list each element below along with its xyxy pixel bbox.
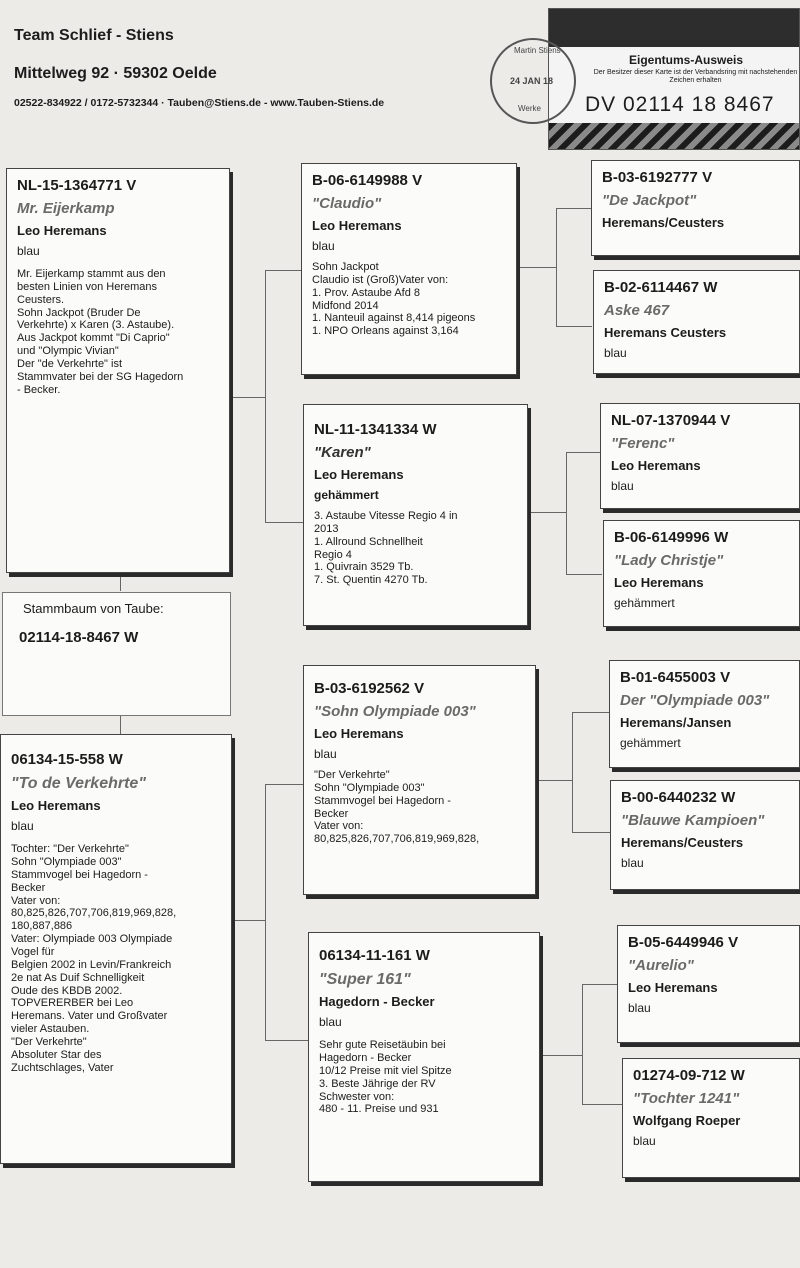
ownership-card-number: DV 02114 18 8467 — [585, 93, 775, 116]
stamp-line2: Werke — [518, 104, 541, 113]
note-line: 1. Quivrain 3529 Tb. — [314, 561, 414, 574]
subject-card — [2, 592, 231, 716]
note-line: Sohn Jackpot — [312, 260, 379, 273]
note-line: und "Olympic Vivian" — [17, 345, 119, 358]
connector — [556, 208, 592, 209]
pigeon-name: "Super 161" — [319, 971, 411, 988]
pigeon-card-ggp — [591, 160, 800, 256]
connector — [572, 712, 610, 713]
breeder: Hagedorn - Becker — [319, 994, 435, 1010]
stamp-date: 24 JAN 18 — [510, 76, 554, 86]
pigeon-name: "Claudio" — [312, 195, 382, 212]
stamp-line1: Martin Stiens — [514, 46, 561, 55]
plumage-color: blau — [633, 1133, 656, 1148]
plumage-color: gehämmert — [314, 487, 379, 502]
breeder: Heremans/Ceusters — [602, 215, 725, 230]
pigeon-name: Der "Olympiade 003" — [620, 692, 770, 709]
pigeon-card-ggp — [610, 780, 800, 890]
note-line: "Der Verkehrte" — [314, 768, 390, 781]
ring-number: B-06-6149996 W — [614, 529, 729, 546]
connector — [582, 1104, 622, 1105]
connector — [120, 573, 121, 591]
breeder: Wolfgang Roeper — [633, 1113, 741, 1128]
pigeon-card-ggp — [622, 1058, 800, 1178]
note-line: Claudio ist (Groß)Vater von: — [312, 273, 449, 286]
breeder: Heremans/Ceusters — [621, 835, 744, 850]
pigeon-card-dam-dam — [308, 932, 540, 1182]
plumage-color: blau — [611, 478, 634, 493]
pigeon-notes — [312, 261, 506, 338]
pigeon-card-ggp — [593, 270, 800, 374]
note-line: Stammvater bei der SG Hagedorn — [17, 370, 184, 383]
note-line: Der "de Verkehrte" ist — [17, 358, 123, 370]
plumage-color: gehämmert — [620, 735, 681, 750]
pigeon-name: "De Jackpot" — [602, 192, 697, 209]
ring-number: 06134-15-558 W — [11, 751, 123, 768]
note-line: Stammvogel bei Hagedorn - — [11, 868, 148, 881]
note-line: Vater von: — [11, 894, 61, 907]
plumage-color: blau — [11, 818, 34, 833]
note-line: Schwester von: — [319, 1090, 395, 1103]
note-line: Sohn "Olympiade 003" — [11, 856, 122, 869]
note-line: Heremans. Vater und Großvater — [11, 1010, 168, 1023]
connector — [265, 522, 303, 523]
ring-number: B-03-6192777 V — [602, 169, 713, 186]
pigeon-notes — [314, 510, 517, 587]
pigeon-card-sire-dam — [303, 404, 528, 626]
note-line: Aus Jackpot kommt "Di Caprio" — [17, 332, 170, 345]
ownership-card-stripe — [549, 123, 800, 150]
note-line: 2013 — [314, 522, 339, 535]
ring-number: 06134-11-161 W — [319, 947, 430, 964]
plumage-color: gehämmert — [614, 595, 675, 610]
pigeon-card-dam-sire — [303, 665, 536, 895]
note-line: besten Linien von Heremans — [17, 280, 158, 293]
plumage-color: blau — [17, 243, 40, 258]
ownership-card-title: Eigentums-Ausweis — [629, 53, 744, 67]
connector — [120, 715, 121, 735]
breeder: Leo Heremans — [614, 575, 704, 590]
pigeon-name: "Tochter 1241" — [633, 1090, 740, 1107]
connector — [517, 267, 556, 268]
connector — [556, 208, 557, 326]
note-line: Sehr gute Reisetäubin bei — [319, 1039, 446, 1052]
breeder: Leo Heremans — [17, 223, 107, 238]
team-name: Team Schlief - Stiens — [14, 27, 174, 44]
ownership-card-logo — [549, 9, 800, 47]
connector — [265, 784, 266, 1040]
plumage-color: blau — [312, 238, 335, 253]
note-line: 3. Astaube Vitesse Regio 4 in — [314, 509, 458, 522]
note-line: 1. Nanteuil against 8,414 pigeons — [312, 312, 476, 325]
note-line: Mr. Eijerkamp stammt aus den — [17, 267, 166, 280]
plumage-color: blau — [319, 1014, 342, 1029]
pigeon-notes — [319, 1039, 529, 1116]
ring-number: NL-15-1364771 V — [17, 177, 137, 194]
note-line: Midfond 2014 — [312, 299, 379, 312]
pigeon-name: "To de Verkehrte" — [11, 775, 146, 792]
note-line: 480 - 11. Preise und 931 — [319, 1103, 439, 1116]
connector — [229, 397, 265, 398]
breeder: Leo Heremans — [314, 726, 404, 741]
connector — [536, 780, 572, 781]
pigeon-notes — [314, 769, 525, 846]
pigeon-card-ggp — [603, 520, 800, 627]
pigeon-name: "Sohn Olympiade 003" — [314, 703, 476, 720]
ring-number: B-00-6440232 W — [621, 789, 736, 806]
note-line: 1. NPO Orleans against 3,164 — [312, 325, 459, 338]
ring-number: NL-07-1370944 V — [611, 412, 731, 429]
note-line: 10/12 Preise mit viel Spitze — [319, 1064, 452, 1077]
breeder: Leo Heremans — [628, 980, 718, 995]
note-line: Vater: Olympiade 003 Olympiade — [11, 933, 173, 946]
pigeon-name: "Aurelio" — [628, 957, 694, 974]
pigeon-card-sire-sire — [301, 163, 517, 375]
date-stamp — [490, 38, 576, 124]
ring-number: 01274-09-712 W — [633, 1067, 745, 1084]
note-line: Oude des KBDB 2002. — [11, 984, 123, 997]
connector — [265, 270, 301, 271]
connector — [572, 832, 610, 833]
breeder: Leo Heremans — [611, 458, 701, 473]
pigeon-notes — [11, 843, 221, 1074]
note-line: 2e nat As Duif Schnelligkeit — [11, 971, 145, 984]
connector — [265, 784, 303, 785]
ring-number: NL-11-1341334 W — [314, 421, 437, 438]
connector — [265, 1040, 308, 1041]
connector — [556, 326, 592, 327]
ownership-card-subtitle: Der Besitzer dieser Karte ist der Verbandsring mit nachstehenden Zeichen erhalten — [593, 69, 798, 85]
note-line: TOPVERERBER bei Leo — [11, 997, 134, 1010]
breeder: Leo Heremans — [314, 467, 404, 482]
ring-number: B-01-6455003 V — [620, 669, 731, 686]
connector — [540, 1055, 582, 1056]
note-line: Vogel für — [11, 946, 55, 959]
connector — [566, 574, 602, 575]
ring-number: B-05-6449946 V — [628, 934, 739, 951]
pigeon-name: "Blauwe Kampioen" — [621, 812, 765, 829]
connector — [582, 984, 618, 985]
pigeon-name: "Karen" — [314, 444, 371, 461]
ring-number: B-02-6114467 W — [604, 279, 718, 296]
plumage-color: blau — [314, 746, 337, 761]
contact-line: 02522-834922 / 0172-5732344 · Tauben@Stiens.de - www.Tauben-Stiens.de — [14, 97, 385, 109]
address: Mittelweg 92 · 59302 Oelde — [14, 65, 217, 82]
note-line: 1. Allround Schnellheit — [314, 535, 423, 548]
connector — [230, 920, 265, 921]
note-line: Vater von: — [314, 820, 364, 833]
ring-number: B-06-6149988 V — [312, 172, 423, 189]
pigeon-name: Mr. Eijerkamp — [17, 200, 115, 217]
connector — [566, 452, 602, 453]
connector — [582, 984, 583, 1104]
note-line: Verkehrte) x Karen (3. Astaube). — [17, 319, 175, 332]
note-line: "Der Verkehrte" — [11, 1036, 87, 1049]
note-line: 3. Beste Jährige der RV — [319, 1077, 436, 1090]
note-line: - Becker. — [17, 383, 61, 396]
connector — [566, 452, 567, 574]
pigeon-card-dam — [0, 734, 232, 1164]
note-line: Zuchtschlages, Vater — [11, 1061, 114, 1074]
pigeon-name: "Lady Christje" — [614, 552, 724, 569]
note-line: Regio 4 — [314, 548, 352, 561]
note-line: Becker — [314, 807, 349, 820]
subject-ring-number: 02114-18-8467 W — [19, 628, 139, 646]
note-line: Belgien 2002 in Levin/Frankreich — [11, 958, 172, 971]
note-line: 80,825,826,707,706,819,969,828, — [11, 907, 177, 920]
note-line: 80,825,826,707,706,819,969,828, — [314, 833, 480, 846]
note-line: vieler Astauben. — [11, 1023, 90, 1036]
pigeon-card-ggp — [617, 925, 800, 1043]
pigeon-name: "Ferenc" — [611, 435, 675, 452]
breeder: Leo Heremans — [11, 798, 101, 814]
note-line: Sohn Jackpot (Bruder De — [17, 306, 141, 319]
connector — [528, 512, 566, 513]
note-line: Tochter: "Der Verkehrte" — [11, 843, 129, 856]
pigeon-notes — [17, 268, 219, 397]
plumage-color: blau — [604, 345, 627, 360]
note-line: 1. Prov. Astaube Afd 8 — [312, 286, 421, 299]
note-line: Ceusters. — [17, 293, 65, 306]
breeder: Heremans/Jansen — [620, 715, 732, 730]
pigeon-card-ggp — [600, 403, 800, 509]
breeder: Heremans Ceusters — [604, 325, 727, 340]
plumage-color: blau — [621, 855, 644, 870]
note-line: Sohn "Olympiade 003" — [314, 781, 425, 794]
note-line: Stammvogel bei Hagedorn - — [314, 794, 451, 807]
note-line: Hagedorn - Becker — [319, 1052, 412, 1065]
pigeon-card-ggp — [609, 660, 800, 768]
connector — [572, 712, 573, 832]
note-line: Becker — [11, 881, 46, 894]
ring-number: B-03-6192562 V — [314, 680, 425, 697]
subject-label: Stammbaum von Taube: — [23, 601, 164, 616]
breeder: Leo Heremans — [312, 218, 402, 233]
ownership-card — [548, 8, 800, 150]
pigeon-name: Aske 467 — [604, 302, 670, 319]
note-line: 180,887,886 — [11, 920, 73, 933]
plumage-color: blau — [628, 1000, 651, 1015]
connector — [265, 270, 266, 522]
note-line: 7. St. Quentin 4270 Tb. — [314, 574, 428, 587]
note-line: Absoluter Star des — [11, 1048, 102, 1061]
pigeon-card-sire — [6, 168, 230, 573]
